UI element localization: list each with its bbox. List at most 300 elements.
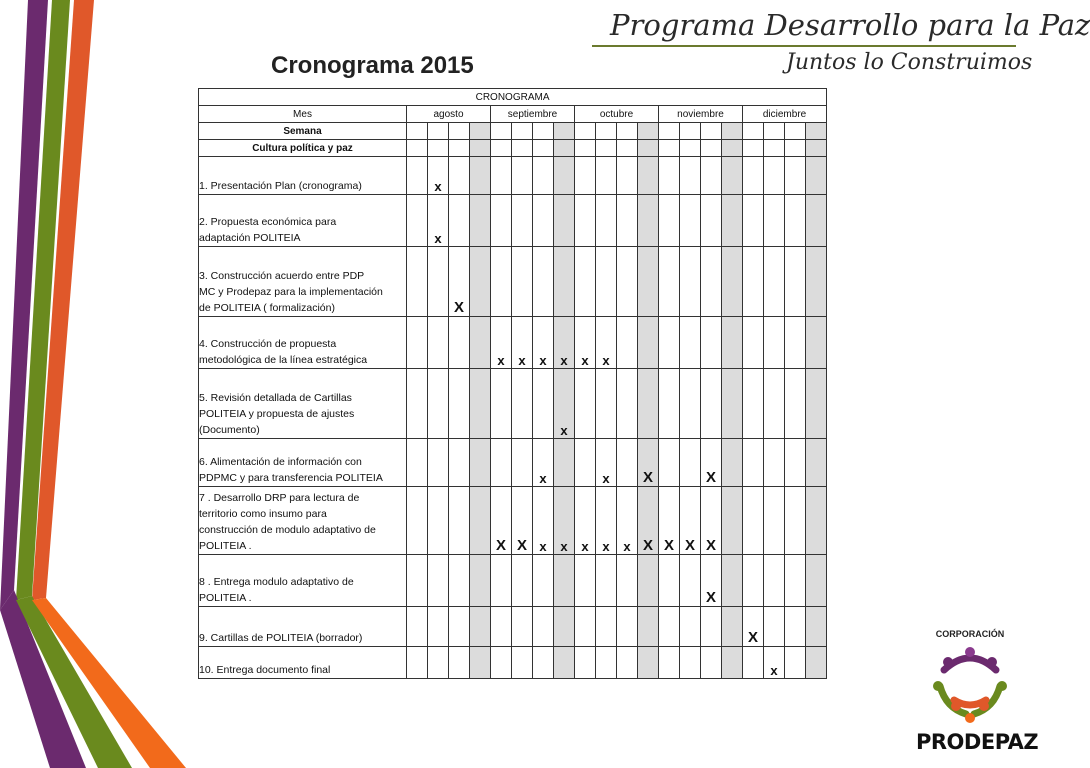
week-header-cell: [638, 123, 659, 140]
section-header-cell: [743, 140, 764, 157]
week-mark-cell: X: [680, 487, 701, 555]
people-circle-icon: [926, 640, 1014, 728]
week-mark-cell: [596, 369, 617, 439]
week-mark-cell: [785, 439, 806, 487]
week-mark-cell: [806, 487, 827, 555]
week-mark-cell: [491, 647, 512, 679]
section-header-cell: [638, 140, 659, 157]
week-mark-cell: [533, 647, 554, 679]
task-label-line: 7 . Desarrollo DRP para lectura de: [199, 492, 360, 504]
week-mark-cell: [470, 555, 491, 607]
task-label-line: POLITEIA .: [199, 592, 252, 604]
task-label: [199, 369, 407, 439]
week-mark-cell: x: [533, 439, 554, 487]
task-label: [199, 555, 407, 607]
week-mark-cell: [680, 555, 701, 607]
table-row: [199, 439, 827, 487]
week-mark-cell: [785, 647, 806, 679]
week-mark-cell: [638, 369, 659, 439]
week-mark-cell: [575, 195, 596, 247]
section-header-cell: [680, 140, 701, 157]
week-mark-cell: [638, 247, 659, 317]
week-mark-cell: [575, 647, 596, 679]
week-mark-cell: [449, 317, 470, 369]
week-mark-cell: [806, 157, 827, 195]
section-header-cell: [470, 140, 491, 157]
task-label-line: MC y Prodepaz para la implementación: [199, 286, 383, 298]
task-label: [199, 487, 407, 555]
week-mark-cell: [680, 247, 701, 317]
week-mark-cell: [449, 647, 470, 679]
week-mark-cell: [491, 369, 512, 439]
month-header-agosto: agosto: [407, 106, 491, 123]
week-mark-cell: [722, 317, 743, 369]
week-mark-cell: [449, 157, 470, 195]
week-mark-cell: x: [575, 487, 596, 555]
week-mark-cell: [575, 369, 596, 439]
week-mark-cell: [407, 647, 428, 679]
week-header-cell: [533, 123, 554, 140]
week-mark-cell: [680, 317, 701, 369]
week-mark-cell: [806, 195, 827, 247]
month-header-septiembre: septiembre: [491, 106, 575, 123]
week-mark-cell: [596, 607, 617, 647]
week-mark-cell: [407, 247, 428, 317]
week-mark-cell: [596, 647, 617, 679]
week-mark-cell: [785, 555, 806, 607]
week-mark-cell: [722, 195, 743, 247]
week-mark-cell: [491, 195, 512, 247]
task-label-line: territorio como insumo para: [199, 508, 327, 520]
week-mark-cell: [743, 157, 764, 195]
week-header-label: Semana: [199, 123, 407, 140]
week-mark-cell: [806, 607, 827, 647]
week-mark-cell: [533, 607, 554, 647]
week-header-cell: [701, 123, 722, 140]
week-mark-cell: [764, 369, 785, 439]
week-mark-cell: [554, 607, 575, 647]
week-mark-cell: [449, 195, 470, 247]
section-header-cell: [806, 140, 827, 157]
section-header-cell: [785, 140, 806, 157]
task-label-line: 5. Revisión detallada de Cartillas: [199, 392, 352, 404]
week-mark-cell: x: [428, 195, 449, 247]
week-mark-cell: [470, 487, 491, 555]
week-mark-cell: [533, 369, 554, 439]
week-mark-cell: X: [491, 487, 512, 555]
table-row: [199, 157, 827, 195]
week-header-cell: [512, 123, 533, 140]
week-mark-cell: [785, 369, 806, 439]
week-mark-cell: [764, 487, 785, 555]
week-mark-cell: [617, 317, 638, 369]
week-mark-cell: [617, 439, 638, 487]
logo-bottom-text: PRODEPAZ: [916, 730, 1039, 754]
week-mark-cell: [407, 607, 428, 647]
week-header-cell: [659, 123, 680, 140]
section-header-cell: [407, 140, 428, 157]
week-mark-cell: [659, 647, 680, 679]
week-mark-cell: [428, 317, 449, 369]
week-mark-cell: [596, 195, 617, 247]
week-mark-cell: [785, 317, 806, 369]
brand-rule: [592, 45, 1016, 47]
week-mark-cell: X: [638, 439, 659, 487]
week-mark-cell: [764, 317, 785, 369]
page-title: Cronograma 2015: [271, 52, 474, 79]
week-header-cell: [743, 123, 764, 140]
week-mark-cell: [806, 369, 827, 439]
week-mark-cell: X: [449, 247, 470, 317]
task-label-line: 4. Construcción de propuesta: [199, 338, 337, 350]
week-mark-cell: [428, 555, 449, 607]
section-header-cell: [512, 140, 533, 157]
week-mark-cell: [638, 607, 659, 647]
section-header-cell: [764, 140, 785, 157]
week-mark-cell: x: [596, 439, 617, 487]
week-mark-cell: [596, 157, 617, 195]
week-mark-cell: [470, 439, 491, 487]
week-mark-cell: [533, 195, 554, 247]
week-mark-cell: [596, 247, 617, 317]
table-row: [199, 555, 827, 607]
week-mark-cell: [554, 157, 575, 195]
task-label-line: 2. Propuesta económica para: [199, 216, 337, 228]
task-label-line: 3. Construcción acuerdo entre PDP: [199, 270, 365, 282]
week-mark-cell: X: [659, 487, 680, 555]
week-mark-cell: [638, 555, 659, 607]
week-mark-cell: x: [617, 487, 638, 555]
week-mark-cell: [785, 487, 806, 555]
week-mark-cell: x: [491, 317, 512, 369]
week-mark-cell: [512, 157, 533, 195]
week-mark-cell: [575, 439, 596, 487]
week-header-cell: [722, 123, 743, 140]
week-mark-cell: [743, 247, 764, 317]
week-mark-cell: [806, 439, 827, 487]
week-mark-cell: [470, 157, 491, 195]
week-mark-cell: [806, 647, 827, 679]
table-row: [199, 369, 827, 439]
week-mark-cell: [428, 439, 449, 487]
decorative-stripes: [0, 0, 200, 768]
week-mark-cell: [680, 369, 701, 439]
week-mark-cell: [470, 317, 491, 369]
table-row: [199, 607, 827, 647]
task-label: [199, 317, 407, 369]
week-header-cell: [491, 123, 512, 140]
week-mark-cell: [743, 317, 764, 369]
week-header-cell: [764, 123, 785, 140]
week-header-row: [199, 123, 827, 140]
week-mark-cell: [659, 439, 680, 487]
week-mark-cell: x: [512, 317, 533, 369]
week-mark-cell: [554, 647, 575, 679]
week-mark-cell: [512, 607, 533, 647]
week-mark-cell: [659, 195, 680, 247]
week-mark-cell: [617, 607, 638, 647]
week-mark-cell: [743, 195, 764, 247]
task-label-line: 10. Entrega documento final: [199, 664, 331, 676]
week-mark-cell: [659, 369, 680, 439]
week-mark-cell: x: [428, 157, 449, 195]
table-row: [199, 487, 827, 555]
week-mark-cell: [554, 247, 575, 317]
week-mark-cell: [407, 487, 428, 555]
table-row: [199, 247, 827, 317]
section-header-cell: [428, 140, 449, 157]
week-header-cell: [785, 123, 806, 140]
week-mark-cell: [764, 555, 785, 607]
week-mark-cell: [617, 195, 638, 247]
table-row: [199, 317, 827, 369]
week-mark-cell: [428, 247, 449, 317]
week-mark-cell: [638, 195, 659, 247]
week-mark-cell: [449, 555, 470, 607]
week-mark-cell: [680, 439, 701, 487]
week-mark-cell: [407, 195, 428, 247]
week-mark-cell: x: [533, 487, 554, 555]
week-mark-cell: [407, 317, 428, 369]
week-mark-cell: [701, 247, 722, 317]
week-header-cell: [617, 123, 638, 140]
week-mark-cell: [680, 157, 701, 195]
week-mark-cell: [806, 317, 827, 369]
week-mark-cell: [701, 647, 722, 679]
week-mark-cell: [470, 647, 491, 679]
week-mark-cell: x: [554, 317, 575, 369]
week-mark-cell: [575, 607, 596, 647]
week-mark-cell: [596, 555, 617, 607]
week-mark-cell: [743, 487, 764, 555]
week-mark-cell: [722, 439, 743, 487]
week-mark-cell: [722, 487, 743, 555]
brand-title: Programa Desarrollo para la Paz: [610, 8, 1090, 42]
week-mark-cell: [743, 555, 764, 607]
section-header-cell: [701, 140, 722, 157]
week-mark-cell: [617, 157, 638, 195]
week-mark-cell: [449, 607, 470, 647]
week-mark-cell: x: [575, 317, 596, 369]
week-mark-cell: X: [743, 607, 764, 647]
week-mark-cell: [449, 487, 470, 555]
week-mark-cell: [512, 439, 533, 487]
week-mark-cell: [701, 195, 722, 247]
week-mark-cell: [680, 607, 701, 647]
task-label-line: 1. Presentación Plan (cronograma): [199, 180, 362, 192]
week-mark-cell: [617, 647, 638, 679]
week-mark-cell: [638, 647, 659, 679]
task-label-line: 9. Cartillas de POLITEIA (borrador): [199, 632, 363, 644]
week-mark-cell: [407, 439, 428, 487]
month-header-row: [199, 106, 827, 123]
task-label-line: POLITEIA .: [199, 540, 252, 552]
table-title: CRONOGRAMA: [199, 89, 827, 106]
week-mark-cell: [785, 607, 806, 647]
week-mark-cell: [428, 647, 449, 679]
task-label: [199, 647, 407, 679]
section-header-cell: [722, 140, 743, 157]
task-label-line: metodológica de la línea estratégica: [199, 354, 368, 366]
week-header-cell: [575, 123, 596, 140]
week-mark-cell: [722, 555, 743, 607]
section-header-cell: [533, 140, 554, 157]
week-mark-cell: [512, 369, 533, 439]
week-mark-cell: [722, 247, 743, 317]
week-mark-cell: [512, 647, 533, 679]
task-label-line: adaptación POLITEIA: [199, 232, 301, 244]
section-header-cell: [596, 140, 617, 157]
task-label-line: (Documento): [199, 424, 260, 436]
week-mark-cell: [680, 195, 701, 247]
week-mark-cell: [617, 369, 638, 439]
task-label: [199, 607, 407, 647]
week-mark-cell: [722, 647, 743, 679]
week-mark-cell: [722, 369, 743, 439]
table-row: [199, 647, 827, 679]
task-label-line: construcción de modulo adaptativo de: [199, 524, 376, 536]
week-mark-cell: [428, 487, 449, 555]
week-mark-cell: [491, 555, 512, 607]
section-header-row: [199, 140, 827, 157]
month-header-noviembre: noviembre: [659, 106, 743, 123]
week-mark-cell: [449, 369, 470, 439]
week-mark-cell: [659, 607, 680, 647]
week-mark-cell: [470, 195, 491, 247]
week-header-cell: [428, 123, 449, 140]
week-mark-cell: [680, 647, 701, 679]
section-header-cell: [659, 140, 680, 157]
prodepaz-logo: [916, 626, 1039, 768]
week-header-cell: [407, 123, 428, 140]
week-mark-cell: [407, 555, 428, 607]
week-mark-cell: [764, 439, 785, 487]
schedule-table: [198, 88, 827, 679]
week-mark-cell: [554, 195, 575, 247]
week-header-cell: [680, 123, 701, 140]
section-header-cell: [575, 140, 596, 157]
week-mark-cell: [491, 247, 512, 317]
week-mark-cell: [554, 439, 575, 487]
week-mark-cell: x: [596, 317, 617, 369]
week-mark-cell: [470, 607, 491, 647]
week-mark-cell: [701, 369, 722, 439]
week-mark-cell: [449, 439, 470, 487]
week-mark-cell: [533, 157, 554, 195]
table-row: [199, 195, 827, 247]
week-mark-cell: [512, 555, 533, 607]
week-mark-cell: X: [638, 487, 659, 555]
week-mark-cell: x: [554, 369, 575, 439]
table-title-row: [199, 89, 827, 106]
task-label-line: POLITEIA y propuesta de ajustes: [199, 408, 355, 420]
week-mark-cell: x: [533, 317, 554, 369]
task-label-line: PDPMC y para transferencia POLITEIA: [199, 472, 383, 484]
week-mark-cell: [785, 247, 806, 317]
week-mark-cell: [407, 157, 428, 195]
week-mark-cell: [512, 247, 533, 317]
week-mark-cell: [491, 607, 512, 647]
week-mark-cell: [659, 157, 680, 195]
week-mark-cell: [575, 157, 596, 195]
week-mark-cell: [806, 555, 827, 607]
week-mark-cell: [764, 157, 785, 195]
task-label-line: 8 . Entrega modulo adaptativo de: [199, 576, 354, 588]
week-mark-cell: [533, 247, 554, 317]
section-header-label: Cultura política y paz: [199, 140, 407, 157]
week-mark-cell: X: [701, 487, 722, 555]
week-mark-cell: [659, 317, 680, 369]
week-header-cell: [470, 123, 491, 140]
section-header-cell: [491, 140, 512, 157]
week-mark-cell: X: [512, 487, 533, 555]
week-mark-cell: [743, 369, 764, 439]
week-mark-cell: [743, 647, 764, 679]
week-mark-cell: [764, 195, 785, 247]
schedule-table-wrapper: [198, 88, 827, 679]
month-header-label: Mes: [199, 106, 407, 123]
logo-top-text: CORPORACIÓN: [935, 629, 1005, 639]
week-mark-cell: [743, 439, 764, 487]
week-header-cell: [596, 123, 617, 140]
week-mark-cell: X: [701, 439, 722, 487]
section-header-cell: [554, 140, 575, 157]
task-label: [199, 439, 407, 487]
section-header-cell: [449, 140, 470, 157]
week-header-cell: [554, 123, 575, 140]
week-header-cell: [806, 123, 827, 140]
week-mark-cell: [701, 317, 722, 369]
task-label-line: 6. Alimentación de información con: [199, 456, 362, 468]
week-mark-cell: [722, 157, 743, 195]
week-mark-cell: [470, 247, 491, 317]
week-mark-cell: x: [596, 487, 617, 555]
week-mark-cell: [785, 195, 806, 247]
week-mark-cell: [764, 247, 785, 317]
week-mark-cell: x: [554, 487, 575, 555]
week-mark-cell: [491, 439, 512, 487]
week-mark-cell: [575, 555, 596, 607]
week-mark-cell: [491, 157, 512, 195]
week-mark-cell: [575, 247, 596, 317]
week-mark-cell: [407, 369, 428, 439]
week-mark-cell: [701, 157, 722, 195]
brand-subtitle: Juntos lo Construimos: [786, 50, 1033, 75]
week-mark-cell: [659, 247, 680, 317]
task-label: [199, 195, 407, 247]
task-label: [199, 247, 407, 317]
week-mark-cell: [533, 555, 554, 607]
month-header-octubre: octubre: [575, 106, 659, 123]
week-mark-cell: [638, 317, 659, 369]
week-mark-cell: [470, 369, 491, 439]
week-mark-cell: X: [701, 555, 722, 607]
week-header-cell: [449, 123, 470, 140]
week-mark-cell: [785, 157, 806, 195]
week-mark-cell: [722, 607, 743, 647]
week-mark-cell: [428, 607, 449, 647]
week-mark-cell: x: [764, 647, 785, 679]
month-header-diciembre: diciembre: [743, 106, 827, 123]
week-mark-cell: [512, 195, 533, 247]
week-mark-cell: [659, 555, 680, 607]
week-mark-cell: [554, 555, 575, 607]
week-mark-cell: [617, 555, 638, 607]
section-header-cell: [617, 140, 638, 157]
week-mark-cell: [806, 247, 827, 317]
week-mark-cell: [638, 157, 659, 195]
week-mark-cell: [617, 247, 638, 317]
